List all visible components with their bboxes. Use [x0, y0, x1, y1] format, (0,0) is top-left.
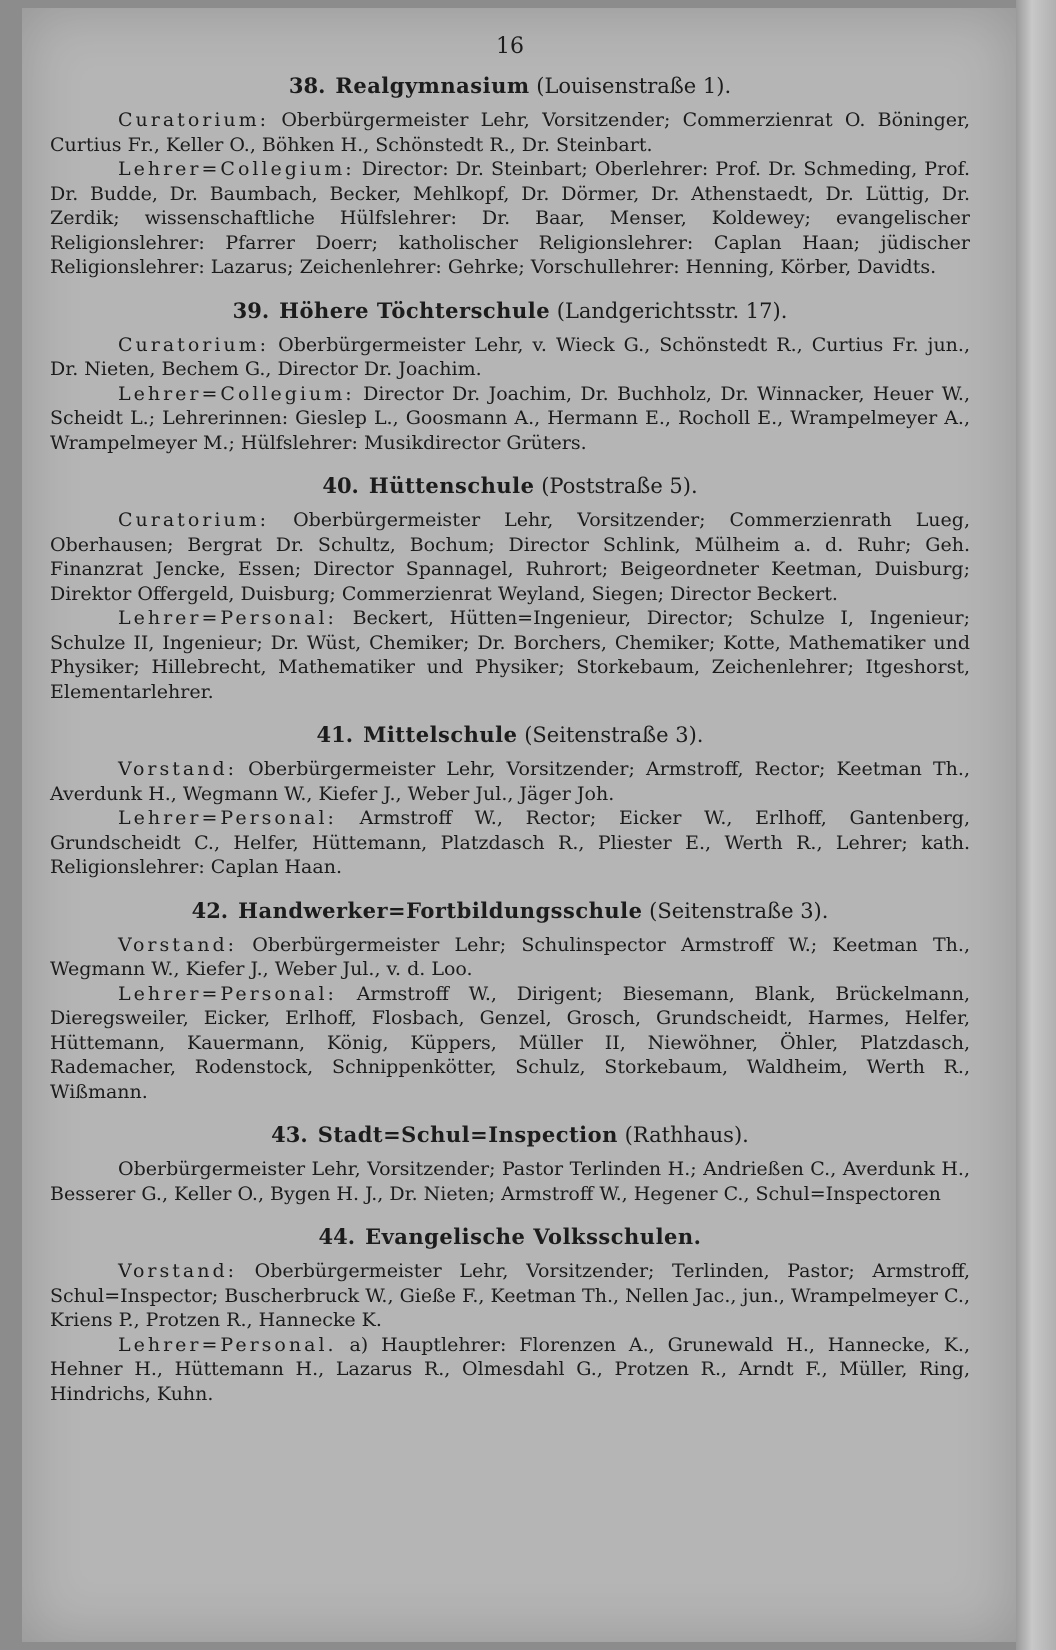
paragraph-label: Curatorium:: [118, 333, 270, 356]
section-address: (Landgerichtsstr. 17).: [556, 298, 788, 323]
section-number: 40.: [322, 473, 359, 498]
paragraph-label: Vorstand:: [118, 758, 238, 780]
paragraph-label: Curatorium:: [118, 509, 270, 531]
section-paragraph: [50, 157, 970, 280]
section-paragraph: [50, 757, 970, 806]
section-name: Höhere Töchterschule: [279, 297, 551, 323]
paragraph-label: Lehrer=Personal:: [118, 807, 337, 829]
section-address: (Seitenstraße 3).: [524, 723, 704, 747]
section-number: 41.: [316, 722, 354, 747]
section-name: Hüttenschule: [368, 473, 535, 498]
section: [50, 473, 970, 704]
paragraph-label: Vorstand:: [118, 933, 238, 956]
section-address: (Rathhaus).: [624, 1123, 749, 1147]
section: [50, 73, 970, 280]
paragraph-label: Curatorium:: [118, 109, 270, 131]
section-title: [50, 298, 970, 323]
section: [50, 722, 970, 880]
section: [50, 898, 970, 1105]
section-paragraph: [50, 1259, 970, 1333]
paragraph-label: Vorstand:: [118, 1260, 238, 1282]
section-paragraph: [50, 1333, 970, 1407]
paragraph-text: Director: Dr. Steinbart; Oberlehrer: Prof. Dr. Schmeding, Prof. Dr. Budde, Dr. Baumbach, Becker, Mehlkopf, Dr. Dörmer, Dr. Athenstaedt, Dr. Lüttig, Dr. Zerdik; wissenschaftliche Hülfslehrer: Dr. Baar, Menser, Koldewey; evangelischer Religionslehrer: Pfarrer Doerr; katholischer Religionslehrer: Caplan Haan; jüdischer Religionslehrer: Lazarus; Zeichenlehrer: Gehrke; Vorschullehrer: Henning, Körber, Davidts.: [50, 158, 970, 278]
section-number: 43.: [271, 1122, 308, 1147]
paragraph-text: Director Dr. Joachim, Dr. Buchholz, Dr. Winnacker, Heuer W., Scheidt L.; Lehrerinnen: Gieslер L., Goosmann A., Hermann E., Rocholl E., Wrampelmeyer A., Wrampelmeyer M.; Hülfslehrer: Musikdirector Grüters.: [50, 382, 970, 454]
paragraph-label: Lehrer=Collegium:: [118, 158, 355, 180]
paragraph-text: Oberbürgermeister Lehr, Vorsitzender; Pastor Terlinden H.; Andrießen C., Averdunk H., Besserer G., Keller O., Bygen H. J., Dr. Nieten; Armstroff W., Hegener C., Schul=Inspectoren: [50, 1158, 970, 1205]
section-paragraph: [50, 1157, 970, 1206]
paragraph-text: Oberbürgermeister Lehr, Vorsitzender; Armstroff, Rector; Keetman Th., Averdunk H., Wegmann W., Kiefer J., Weber Jul., Jäger Joh.: [50, 758, 971, 805]
section-title: [50, 1224, 970, 1249]
paragraph-text: Armstroff W., Rector; Eicker W., Erlhoff, Gantenberg, Grundscheidt C., Helfer, Hüttemann, Platzdasch R., Pliester E., Werth R., Lehrer; kath. Religionslehrer: Caplan Haan.: [50, 807, 970, 878]
section-number: 39.: [232, 297, 270, 323]
document-page: [22, 8, 1016, 1642]
paragraph-text: Oberbürgermeister Lehr, Vorsitzender; Commerzienrath Lueg, Oberhausen; Bergrat Dr. Schultz, Bochum; Director Schlink, Mülheim a. d. Ruhr; Geh. Finanzrat Jencke, Essen; Director Spannagel, Ruhrort; Beigeordneter Keetman, Duisburg; Direktor Offergeld, Duisburg; Commerzienrat Weyland, Siegen; Director Beckert.: [50, 509, 970, 605]
section-paragraph: [50, 333, 970, 382]
section-title: [50, 73, 970, 98]
section-number: 44.: [318, 1224, 356, 1249]
section-name: Realgymnasium: [335, 73, 530, 98]
paragraph-label: Lehrer=Collegium:: [118, 382, 355, 405]
section-name: Evangelische Volksschulen.: [365, 1224, 702, 1249]
section-title: [50, 898, 970, 923]
paragraph-text: Oberbürgermeister Lehr, v. Wieck G., Schönstedt R., Curtius Fr. jun., Dr. Nieten, Bechem G., Director Dr. Joachim.: [50, 333, 970, 380]
paragraph-label: Lehrer=Personal:: [118, 607, 337, 629]
adjacent-page-edge: [1016, 0, 1056, 1650]
paragraph-text: Armstroff W., Dirigent; Biesemann, Blank, Brückelmann, Dieregsweiler, Eicker, Erlhoff, Flosbach, Genzel, Grosch, Grundscheidt, Harmes, Helfer, Hüttemann, Kauermann, König, Küppers, Müller II, Niewöhner, Öhler, Platzdasch, Rademacher, Rodenstock, Schnippenkötter, Schulz, Storkebaum, Waldheim, Werth R., Wißmann.: [50, 982, 971, 1103]
paragraph-text: Oberbürgermeister Lehr, Vorsitzender; Commerzienrat O. Böninger, Curtius Fr., Keller O., Böhken H., Schönstedt R., Dr. Steinbart.: [50, 109, 971, 156]
section-address: (Seitenstraße 3).: [649, 898, 829, 923]
section-paragraph: [50, 508, 970, 606]
section-paragraph: [50, 382, 970, 456]
section: [50, 1122, 970, 1206]
paragraph-label: Lehrer=Personal.: [118, 1333, 337, 1356]
section-paragraph: [50, 982, 970, 1105]
section: [50, 1224, 970, 1406]
section-title: [50, 722, 970, 747]
section-paragraph: [50, 933, 970, 982]
page-number: 16: [496, 34, 524, 59]
paragraph-label: Lehrer=Personal:: [118, 982, 337, 1005]
paragraph-text: Oberbürgermeister Lehr, Vorsitzender; Terlinden, Pastor; Armstroff, Schul=Inspector; Buscherbruck W., Gieße F., Keetman Th., Nellen Jac., jun., Wrampelmeyer C., Kriens P., Protzen R., Hannecke K.: [50, 1260, 971, 1331]
sections-list: [50, 73, 970, 1406]
section-address: (Poststraße 5).: [541, 474, 698, 498]
paragraph-text: Oberbürgermeister Lehr; Schulinspector Armstroff W.; Keetman Th., Wegmann W., Kiefer J., Weber Jul., v. d. Loo.: [50, 933, 970, 980]
section-number: 42.: [191, 897, 229, 923]
section-name: Mittelschule: [363, 722, 518, 747]
section-paragraph: [50, 806, 970, 880]
section-name: Handwerker=Fortbildungsschule: [238, 897, 643, 923]
page-content: [50, 34, 970, 1424]
section: [50, 298, 970, 456]
section-paragraph: [50, 606, 970, 704]
section-paragraph: [50, 108, 970, 157]
section-title: [50, 1122, 970, 1147]
paragraph-text: a) Hauptlehrer: Florenzen A., Grunewald H., Hannecke, K., Hehner H., Hüttemann H., Lazarus R., Olmesdahl G., Protzen R., Arndt F., Müller, Ring, Hindrichs, Kuhn.: [50, 1333, 970, 1405]
section-number: 38.: [288, 73, 326, 98]
section-title: [50, 473, 970, 498]
section-name: Stadt=Schul=Inspection: [317, 1122, 618, 1147]
paragraph-text: Beckert, Hütten=Ingenieur, Director; Schulze I, Ingenieur; Schulze II, Ingenieur; Dr. Wüst, Chemiker; Dr. Borchers, Chemiker; Kotte, Mathematiker und Physiker; Hillebrecht, Mathematiker und Physiker; Storkebaum, Zeichenlehrer; Itgeshorst, Elementarlehrer.: [50, 607, 970, 703]
section-address: (Louisenstraße 1).: [536, 74, 732, 98]
